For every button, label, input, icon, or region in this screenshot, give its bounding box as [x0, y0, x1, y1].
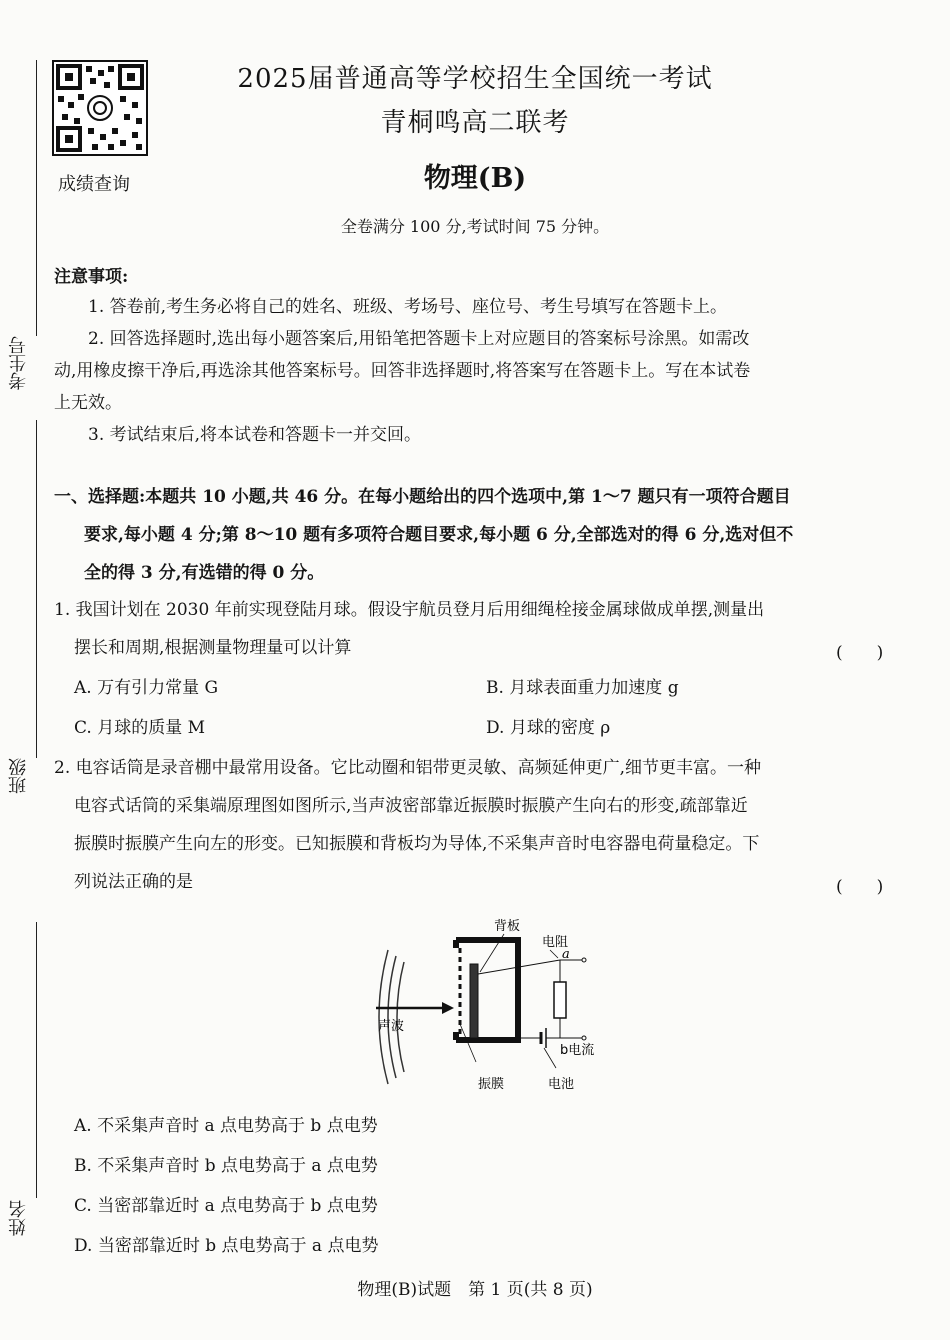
mic-housing — [456, 940, 518, 1040]
terminal-b — [582, 1036, 586, 1040]
notice-title: 注意事项: — [54, 267, 129, 287]
notice-item-2-line-2: 动,用橡皮擦干净后,再选涂其他答案标号。回答非选择题时,将答案写在答题卡上。写在本试卷 — [54, 361, 751, 381]
label-b-current: b电流 — [560, 1043, 595, 1058]
label-diaphragm: 振膜 — [478, 1077, 505, 1092]
arrow-head-icon — [442, 1002, 454, 1014]
notice-item-2-line-1: 2. 回答选择题时,选出每小题答案后,用铅笔把答题卡上对应题目的答案标号涂黑。如需改 — [88, 329, 750, 349]
side-label-name: 姓名 — [8, 1200, 29, 1236]
section-1-header — [54, 478, 900, 592]
resistor — [554, 982, 566, 1018]
q1-option-c: C. 月球的质量 M — [74, 718, 206, 738]
q2-stem-line-3: 振膜时振膜产生向左的形变。已知振膜和背板均为导体,不采集声音时电容器电荷量稳定。下 — [74, 834, 760, 854]
microphone-circuit-diagram — [360, 912, 620, 1102]
section-1-line-3: 全的得 3 分,有选错的得 0 分。 — [84, 563, 325, 583]
side-line-bottom — [36, 922, 37, 1198]
q2-stem-line-4: 列说法正确的是 — [74, 872, 193, 892]
q2-option-d: D. 当密部靠近时 b 点电势高于 a 点电势 — [74, 1236, 379, 1256]
q1-option-d: D. 月球的密度 ρ — [486, 718, 611, 738]
q1-answer-paren: ( ) — [836, 643, 884, 663]
section-1-line-1: 一、选择题:本题共 10 小题,共 46 分。在每小题给出的四个选项中,第 1～7 题只有一项符合题目 — [54, 487, 791, 507]
notice-item-3: 3. 考试结束后,将本试卷和答题卡一并交回。 — [88, 425, 422, 445]
label-a: a — [562, 947, 570, 962]
qr-caption: 成绩查询 — [58, 174, 130, 195]
side-label-class: 班级 — [8, 758, 29, 794]
q2-stem-line-1: 2. 电容话筒是录音棚中最常用设备。它比动圈和铝带更灵敏、高频延伸更广,细节更丰富。一种 — [54, 758, 762, 778]
q1-option-b: B. 月球表面重力加速度 g — [486, 678, 679, 698]
q2-option-b: B. 不采集声音时 b 点电势高于 a 点电势 — [74, 1156, 378, 1176]
section-1-line-2: 要求,每小题 4 分;第 8～10 题有多项符合题目要求,每小题 6 分,全部选对的得 6 分,选对但不 — [84, 525, 794, 545]
q2-stem-line-2: 电容式话筒的采集端原理图如图所示,当声波密部靠近振膜时振膜产生向右的形变,疏部靠近 — [74, 796, 748, 816]
exam-subtitle: 青桐鸣高二联考 — [380, 108, 570, 138]
sound-wave-arc — [397, 962, 404, 1072]
sound-wave-arc — [388, 956, 396, 1078]
q1-option-a: A. 万有引力常量 G — [74, 678, 219, 698]
side-line-middle — [36, 420, 37, 758]
subject-title: 物理(B) — [423, 163, 527, 194]
label-backplate: 背板 — [494, 919, 521, 934]
exam-title: 2025届普通高等学校招生全国统一考试 — [237, 64, 713, 94]
sound-wave-arc — [379, 950, 388, 1084]
label-battery: 电池 — [548, 1077, 575, 1092]
side-label-examinee-no: 考生号 — [8, 336, 29, 390]
exam-info: 全卷满分 100 分,考试时间 75 分钟。 — [340, 217, 610, 236]
page-footer: 物理(B)试题 第 1 页(共 8 页) — [357, 1280, 593, 1300]
q1-stem-line-2: 摆长和周期,根据测量物理量可以计算 — [74, 638, 352, 658]
side-line-top — [36, 60, 37, 336]
terminal-a — [582, 958, 586, 962]
q2-option-c: C. 当密部靠近时 a 点电势高于 b 点电势 — [74, 1196, 378, 1216]
q2-option-a: A. 不采集声音时 a 点电势高于 b 点电势 — [74, 1116, 378, 1136]
backplate — [470, 964, 478, 1038]
label-resistor: 电阻 — [542, 935, 569, 950]
q2-answer-paren: ( ) — [836, 877, 884, 897]
label-sound-wave: 声波 — [378, 1019, 405, 1034]
q1-stem-line-1: 1. 我国计划在 2030 年前实现登陆月球。假设宇航员登月后用细绳栓接金属球做成单摆,测量出 — [54, 600, 765, 620]
notice-item-1: 1. 答卷前,考生务必将自己的姓名、班级、考场号、座位号、考生号填写在答题卡上。 — [88, 297, 728, 317]
notice-item-2-line-3: 上无效。 — [54, 393, 122, 413]
